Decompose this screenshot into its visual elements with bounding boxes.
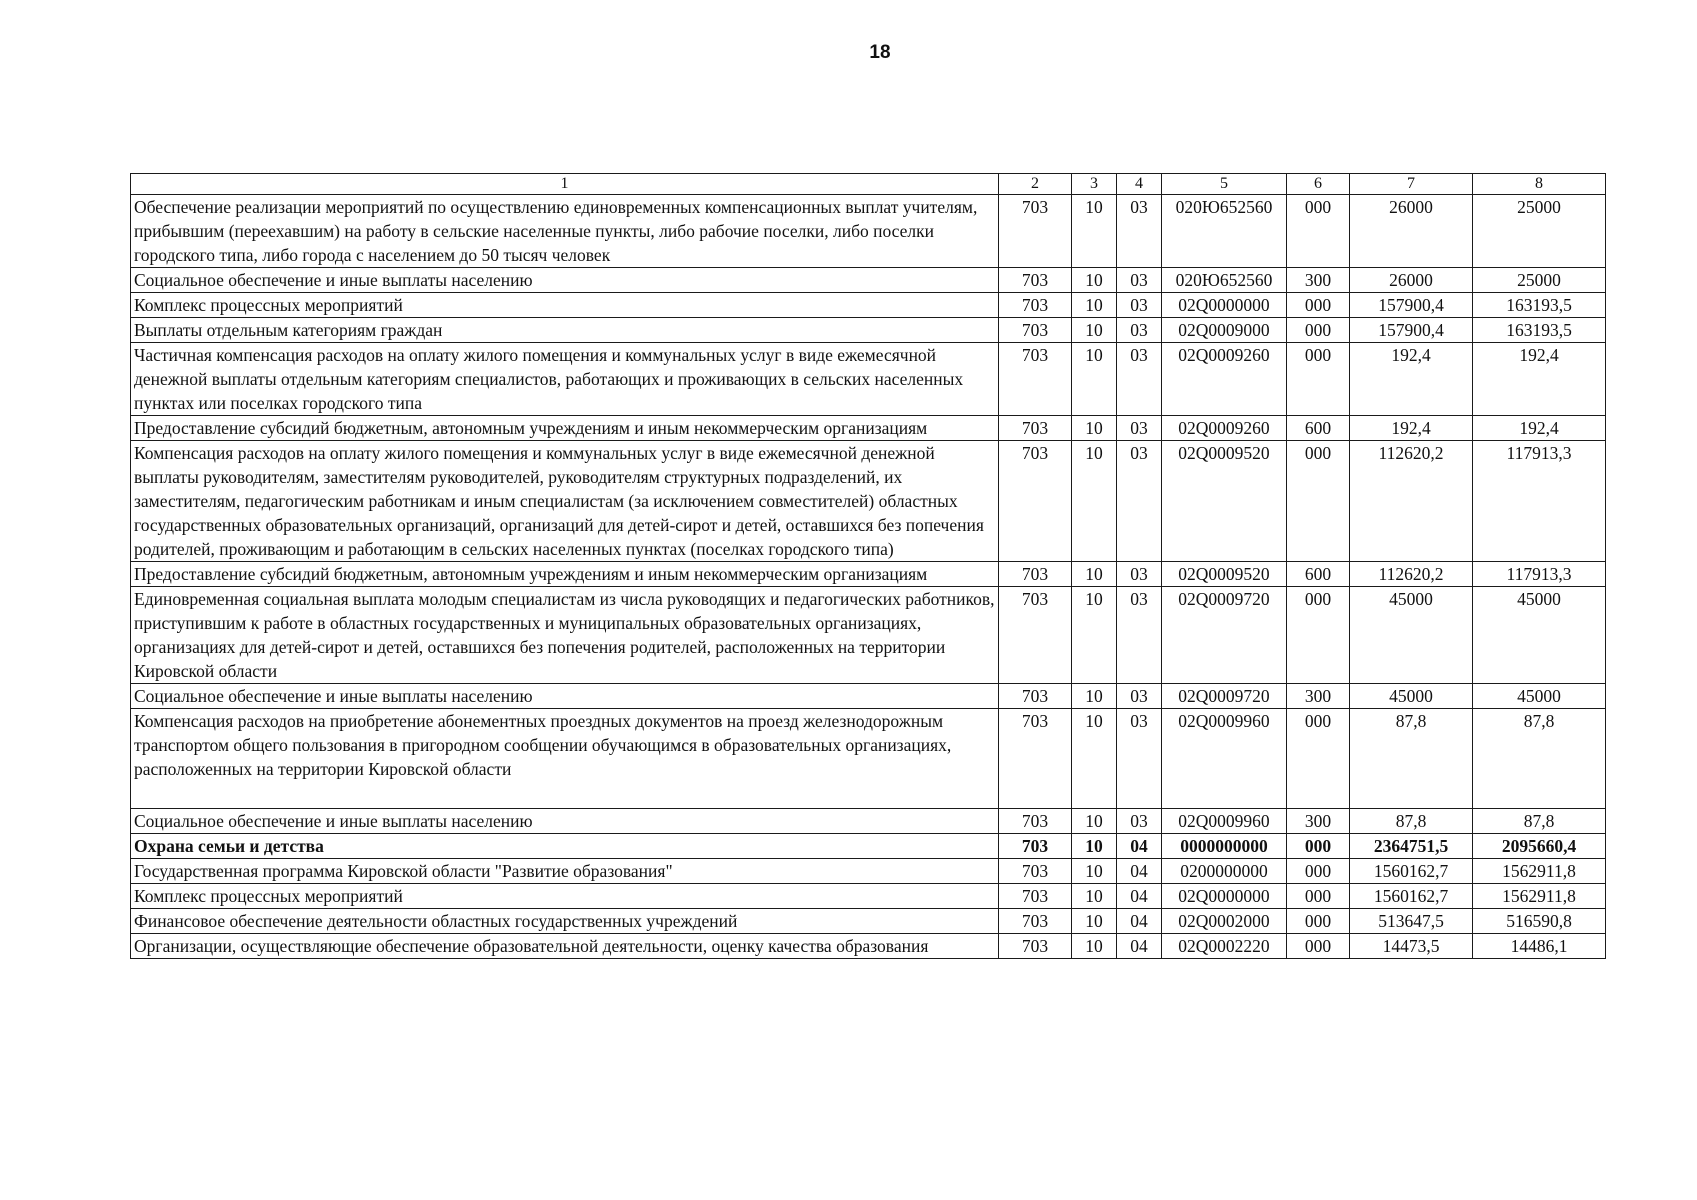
- cell-col5: 02Q0009720: [1162, 587, 1287, 684]
- column-header: 8: [1473, 174, 1606, 195]
- cell-col5: 02Q0009260: [1162, 343, 1287, 416]
- row-name: Охрана семьи и детства: [131, 834, 999, 859]
- table-row: [131, 709, 1606, 809]
- table-row: [131, 934, 1606, 959]
- cell-col6: 000: [1287, 934, 1350, 959]
- cell-col7: 26000: [1350, 195, 1473, 268]
- cell-col6: 300: [1287, 268, 1350, 293]
- cell-col7: 1560162,7: [1350, 884, 1473, 909]
- cell-col3: 10: [1072, 293, 1117, 318]
- cell-col3: 10: [1072, 934, 1117, 959]
- table-row: [131, 343, 1606, 416]
- cell-col2: 703: [999, 416, 1072, 441]
- cell-col8: 163193,5: [1473, 318, 1606, 343]
- cell-col7: 14473,5: [1350, 934, 1473, 959]
- cell-col7: 45000: [1350, 684, 1473, 709]
- cell-col4: 03: [1117, 318, 1162, 343]
- cell-col6: 000: [1287, 293, 1350, 318]
- cell-col7: 2364751,5: [1350, 834, 1473, 859]
- cell-col6: 000: [1287, 834, 1350, 859]
- row-name: Социальное обеспечение и иные выплаты населению: [131, 809, 999, 834]
- row-name: Обеспечение реализации мероприятий по осуществлению единовременных компенсационных выплат учителям, прибывшим (переехавшим) на работу в сельские населенные пункты, либо рабочие поселки, либо поселки городского типа, либо города с населением до 50 тысяч человек: [131, 195, 999, 268]
- cell-col3: 10: [1072, 268, 1117, 293]
- cell-col2: 703: [999, 909, 1072, 934]
- table-row: [131, 416, 1606, 441]
- cell-col5: 020Ю652560: [1162, 195, 1287, 268]
- column-header: 4: [1117, 174, 1162, 195]
- cell-col6: 000: [1287, 195, 1350, 268]
- cell-col5: 02Q0000000: [1162, 884, 1287, 909]
- column-header: 5: [1162, 174, 1287, 195]
- cell-col8: 45000: [1473, 587, 1606, 684]
- table-row: [131, 684, 1606, 709]
- table-row-section: [131, 834, 1606, 859]
- cell-col3: 10: [1072, 562, 1117, 587]
- cell-col2: 703: [999, 318, 1072, 343]
- cell-col8: 117913,3: [1473, 562, 1606, 587]
- cell-col3: 10: [1072, 884, 1117, 909]
- cell-col8: 45000: [1473, 684, 1606, 709]
- table-row: [131, 809, 1606, 834]
- cell-col4: 03: [1117, 587, 1162, 684]
- cell-col2: 703: [999, 441, 1072, 562]
- cell-col7: 26000: [1350, 268, 1473, 293]
- table-row: [131, 318, 1606, 343]
- cell-col4: 03: [1117, 562, 1162, 587]
- cell-col2: 703: [999, 684, 1072, 709]
- table-row: [131, 195, 1606, 268]
- table-row: [131, 859, 1606, 884]
- cell-col6: 300: [1287, 684, 1350, 709]
- cell-col8: 163193,5: [1473, 293, 1606, 318]
- cell-col2: 703: [999, 934, 1072, 959]
- cell-col2: 703: [999, 195, 1072, 268]
- cell-col8: 1562911,8: [1473, 859, 1606, 884]
- table-row: [131, 884, 1606, 909]
- cell-col2: 703: [999, 809, 1072, 834]
- cell-col3: 10: [1072, 834, 1117, 859]
- row-name: Комплекс процессных мероприятий: [131, 293, 999, 318]
- cell-col4: 04: [1117, 884, 1162, 909]
- cell-col5: 02Q0009960: [1162, 709, 1287, 809]
- cell-col5: 02Q0002000: [1162, 909, 1287, 934]
- cell-col3: 10: [1072, 909, 1117, 934]
- cell-col6: 600: [1287, 416, 1350, 441]
- cell-col3: 10: [1072, 195, 1117, 268]
- cell-col5: 02Q0009720: [1162, 684, 1287, 709]
- cell-col5: 0200000000: [1162, 859, 1287, 884]
- cell-col4: 03: [1117, 195, 1162, 268]
- cell-col7: 157900,4: [1350, 318, 1473, 343]
- row-name: Организации, осуществляющие обеспечение образовательной деятельности, оценку качества образования: [131, 934, 999, 959]
- cell-col6: 000: [1287, 587, 1350, 684]
- cell-col6: 600: [1287, 562, 1350, 587]
- cell-col7: 45000: [1350, 587, 1473, 684]
- cell-col4: 03: [1117, 268, 1162, 293]
- cell-col8: 192,4: [1473, 343, 1606, 416]
- cell-col2: 703: [999, 293, 1072, 318]
- cell-col7: 192,4: [1350, 416, 1473, 441]
- cell-col5: 0000000000: [1162, 834, 1287, 859]
- cell-col2: 703: [999, 709, 1072, 809]
- budget-table: [130, 173, 1606, 959]
- cell-col3: 10: [1072, 343, 1117, 416]
- cell-col2: 703: [999, 268, 1072, 293]
- cell-col3: 10: [1072, 709, 1117, 809]
- cell-col6: 000: [1287, 709, 1350, 809]
- cell-col2: 703: [999, 834, 1072, 859]
- cell-col3: 10: [1072, 859, 1117, 884]
- cell-col5: 020Ю652560: [1162, 268, 1287, 293]
- cell-col5: 02Q0009000: [1162, 318, 1287, 343]
- table-row: [131, 268, 1606, 293]
- cell-col6: 000: [1287, 909, 1350, 934]
- cell-col8: 87,8: [1473, 709, 1606, 809]
- cell-col4: 04: [1117, 909, 1162, 934]
- cell-col4: 04: [1117, 934, 1162, 959]
- cell-col4: 03: [1117, 343, 1162, 416]
- table-row: [131, 587, 1606, 684]
- cell-col8: 192,4: [1473, 416, 1606, 441]
- table-row: [131, 293, 1606, 318]
- column-header: 3: [1072, 174, 1117, 195]
- row-name: Частичная компенсация расходов на оплату жилого помещения и коммунальных услуг в виде ежемесячной денежной выплаты отдельным категориям специалистов, работающих и проживающих в сельских населенных пунктах или поселках городского типа: [131, 343, 999, 416]
- cell-col7: 112620,2: [1350, 441, 1473, 562]
- row-name: Финансовое обеспечение деятельности областных государственных учреждений: [131, 909, 999, 934]
- table-row: [131, 441, 1606, 562]
- cell-col3: 10: [1072, 318, 1117, 343]
- column-header: 6: [1287, 174, 1350, 195]
- cell-col6: 000: [1287, 859, 1350, 884]
- cell-col4: 03: [1117, 809, 1162, 834]
- cell-col4: 03: [1117, 441, 1162, 562]
- cell-col8: 14486,1: [1473, 934, 1606, 959]
- cell-col5: 02Q0009520: [1162, 441, 1287, 562]
- cell-col8: 25000: [1473, 268, 1606, 293]
- cell-col3: 10: [1072, 809, 1117, 834]
- cell-col4: 04: [1117, 859, 1162, 884]
- cell-col2: 703: [999, 884, 1072, 909]
- cell-col8: 25000: [1473, 195, 1606, 268]
- row-name: Социальное обеспечение и иные выплаты населению: [131, 268, 999, 293]
- cell-col7: 112620,2: [1350, 562, 1473, 587]
- cell-col4: 04: [1117, 834, 1162, 859]
- cell-col2: 703: [999, 859, 1072, 884]
- cell-col7: 157900,4: [1350, 293, 1473, 318]
- cell-col8: 87,8: [1473, 809, 1606, 834]
- cell-col6: 000: [1287, 884, 1350, 909]
- cell-col8: 2095660,4: [1473, 834, 1606, 859]
- cell-col6: 300: [1287, 809, 1350, 834]
- cell-col3: 10: [1072, 587, 1117, 684]
- cell-col7: 192,4: [1350, 343, 1473, 416]
- row-name: Выплаты отдельным категориям граждан: [131, 318, 999, 343]
- cell-col6: 000: [1287, 318, 1350, 343]
- cell-col3: 10: [1072, 684, 1117, 709]
- row-name: Компенсация расходов на приобретение абонементных проездных документов на проезд железнодорожным транспортом общего пользования в пригородном сообщении обучающимся в образовательных организациях, расположенных на территории Кировской области: [131, 709, 999, 809]
- cell-col3: 10: [1072, 416, 1117, 441]
- cell-col3: 10: [1072, 441, 1117, 562]
- cell-col8: 516590,8: [1473, 909, 1606, 934]
- cell-col4: 03: [1117, 684, 1162, 709]
- cell-col5: 02Q0009520: [1162, 562, 1287, 587]
- cell-col5: 02Q0009260: [1162, 416, 1287, 441]
- cell-col7: 513647,5: [1350, 909, 1473, 934]
- row-name: Комплекс процессных мероприятий: [131, 884, 999, 909]
- column-header: 1: [131, 174, 999, 195]
- cell-col4: 03: [1117, 293, 1162, 318]
- cell-col7: 87,8: [1350, 709, 1473, 809]
- column-header: 7: [1350, 174, 1473, 195]
- cell-col6: 000: [1287, 441, 1350, 562]
- cell-col4: 03: [1117, 416, 1162, 441]
- cell-col6: 000: [1287, 343, 1350, 416]
- cell-col5: 02Q0000000: [1162, 293, 1287, 318]
- table-row: [131, 909, 1606, 934]
- column-header: 2: [999, 174, 1072, 195]
- row-name: Социальное обеспечение и иные выплаты населению: [131, 684, 999, 709]
- row-name: Предоставление субсидий бюджетным, автономным учреждениям и иным некоммерческим организациям: [131, 562, 999, 587]
- cell-col4: 03: [1117, 709, 1162, 809]
- cell-col8: 1562911,8: [1473, 884, 1606, 909]
- page-number: 18: [869, 42, 891, 63]
- cell-col7: 1560162,7: [1350, 859, 1473, 884]
- cell-col5: 02Q0009960: [1162, 809, 1287, 834]
- row-name: Предоставление субсидий бюджетным, автономным учреждениям и иным некоммерческим организациям: [131, 416, 999, 441]
- column-number-row: [131, 174, 1606, 195]
- table-row: [131, 562, 1606, 587]
- cell-col2: 703: [999, 562, 1072, 587]
- cell-col8: 117913,3: [1473, 441, 1606, 562]
- row-name: Государственная программа Кировской области "Развитие образования": [131, 859, 999, 884]
- cell-col7: 87,8: [1350, 809, 1473, 834]
- cell-col2: 703: [999, 343, 1072, 416]
- cell-col5: 02Q0002220: [1162, 934, 1287, 959]
- cell-col2: 703: [999, 587, 1072, 684]
- row-name: Единовременная социальная выплата молодым специалистам из числа руководящих и педагогических работников, приступившим к работе в областных государственных и муниципальных образовательных организациях, организациях для детей-сирот и детей, оставшихся без попечения родителей, расположенных на территории Кировской области: [131, 587, 999, 684]
- row-name: Компенсация расходов на оплату жилого помещения и коммунальных услуг в виде ежемесячной денежной выплаты руководителям, заместителям руководителей, руководителям структурных подразделений, их заместителям, педагогическим работникам и иным специалистам (за исключением совместителей) областных государственных образовательных организаций, организаций для детей-сирот и детей, оставшихся без попечения родителей, проживающим и работающим в сельских населенных пунктах (поселках городского типа): [131, 441, 999, 562]
